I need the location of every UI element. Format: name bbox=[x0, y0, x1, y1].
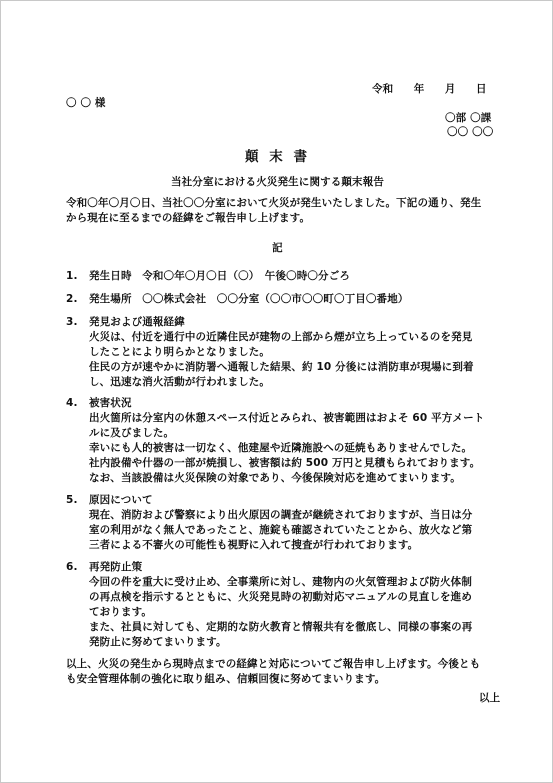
item-body-line: 社内設備や什器の一部が焼損し、被害額は約 500 万円と見積もられております。 bbox=[89, 457, 481, 469]
item-body-line: ルに及びました。 bbox=[89, 427, 175, 439]
item-body-line: 室の利用がなく無人であったこと、施錠も確認されていたことから、放火など第 bbox=[89, 524, 473, 536]
item-number: 1. bbox=[66, 270, 78, 282]
item-heading: 再発防止策 bbox=[89, 561, 143, 573]
item-body-line: 火災は、付近を通行中の近隣住民が建物の上部から煙が立ち上っているのを発見 bbox=[89, 331, 473, 343]
item-number: 2. bbox=[66, 293, 78, 305]
item-heading: 発生場所 〇〇株式会社 〇〇分室（〇〇市〇〇町〇丁目〇番地） bbox=[89, 293, 409, 305]
item-body-line: また、社員に対しても、定期的な防火教育と情報共有を徹底し、同様の事案の再 bbox=[89, 621, 473, 633]
end-mark: 以上 bbox=[479, 692, 501, 704]
item-body-line: の再点検を指示するとともに、火災発見時の初動対応マニュアルの見直しを進め bbox=[89, 591, 472, 603]
item-body-line: なお、当該設備は火災保険の対象であり、今後保険対応を進めてまいります。 bbox=[89, 472, 461, 484]
item-body-line: 今回の件を重大に受け止め、全事業所に対し、建物内の火気管理および防火体制 bbox=[89, 576, 472, 588]
item-body-line: ております。 bbox=[89, 606, 153, 618]
item-heading: 発生日時 令和〇年〇月〇日（〇） 午後〇時〇分ごろ bbox=[89, 270, 350, 282]
recipient-name: 〇 〇 様 bbox=[66, 97, 106, 109]
item-number: 6. bbox=[66, 561, 78, 573]
item-heading: 原因について bbox=[89, 494, 153, 506]
item-body-line: 三者による不審火の可能性も視野に入れて捜査が行われております。 bbox=[89, 539, 419, 551]
item-heading: 被害状況 bbox=[89, 397, 132, 409]
item-heading: 発見および通報経緯 bbox=[89, 316, 185, 328]
item-body-line: 現在、消防および警察により出火原因の調査が継続されておりますが、当日は分 bbox=[89, 509, 473, 521]
item-body-line: 住民の方が速やかに消防署へ通報した結果、約 10 分後には消防車が現場に到着 bbox=[89, 361, 474, 373]
item-body-line: 幸いにも人的被害は一切なく、他建屋や近隣施設への延焼もありませんでした。 bbox=[89, 442, 473, 454]
item-number: 5. bbox=[66, 494, 78, 506]
item-body-line: し、迅速な消火活動が行われました。 bbox=[89, 376, 271, 388]
document-title: 顛 末 書 bbox=[245, 149, 310, 165]
closing-line-1: 以上、火災の発生から現時点までの経緯と対応についてご報告申し上げます。今後とも bbox=[66, 658, 481, 670]
sender-name: 〇〇 〇〇 bbox=[447, 126, 494, 138]
ki-marker: 記 bbox=[272, 242, 283, 254]
item-number: 3. bbox=[66, 316, 78, 328]
item-body-line: したことにより明らかとなりました。 bbox=[89, 346, 271, 358]
date-line: 令和 年 月 日 bbox=[372, 83, 487, 95]
item-body-line: 発防止に努めてまいります。 bbox=[89, 636, 227, 648]
item-body-line: 出火箇所は分室内の休憩スペース付近とみられ、被害範囲はおよそ 60 平方メート bbox=[89, 412, 485, 424]
document-subject: 当社分室における火災発生に関する顛末報告 bbox=[171, 176, 384, 188]
item-number: 4. bbox=[66, 397, 78, 409]
sender-department: 〇部 〇課 bbox=[445, 112, 492, 124]
closing-line-2: も安全管理体制の強化に取り組み、信頼回復に努めてまいります。 bbox=[66, 673, 386, 685]
intro-line-1: 令和〇年〇月〇日、当社〇〇分室において火災が発生いたしました。下記の通り、発生 bbox=[66, 197, 482, 209]
intro-line-2: から現在に至るまでの経緯をご報告申し上げます。 bbox=[66, 212, 311, 224]
